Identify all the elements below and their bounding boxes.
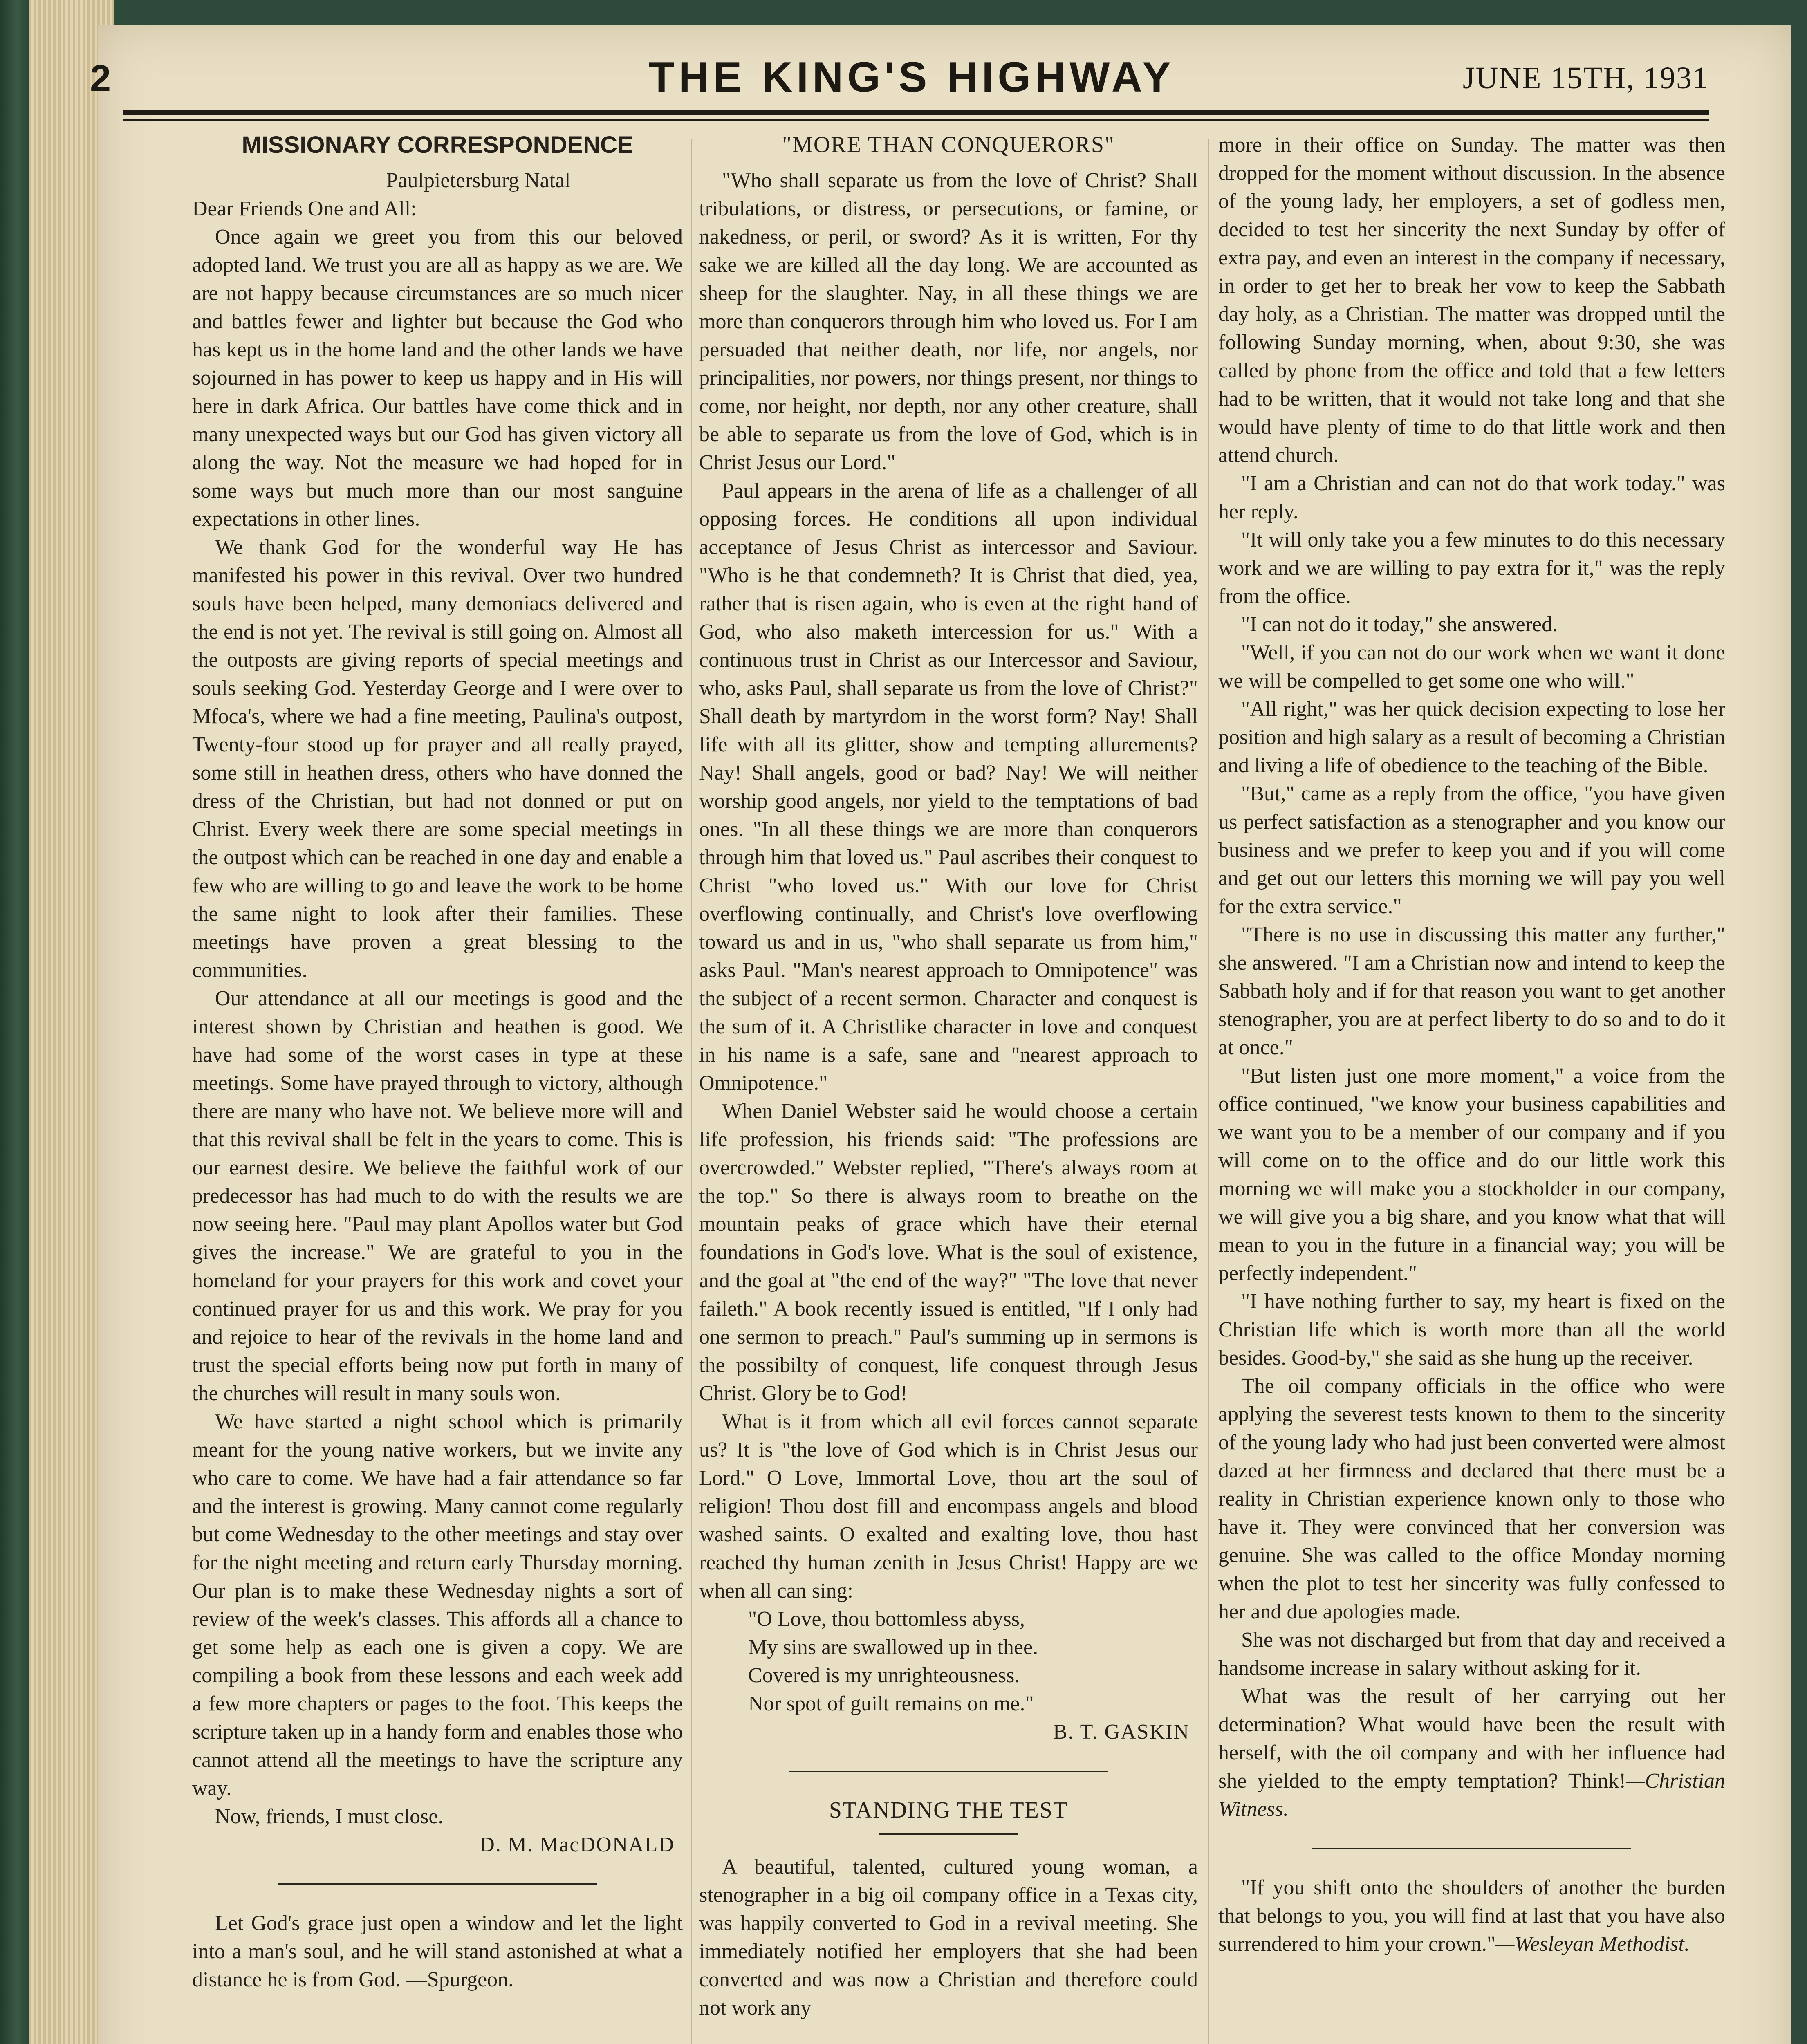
missionary-location: Paulpietersburg Natal — [386, 169, 571, 192]
standing-paragraph: "I am a Christian and can not do that work today." was her reply. — [1218, 472, 1725, 523]
title-rule — [879, 1833, 1018, 1835]
column-divider — [1208, 139, 1209, 2044]
standing-paragraph: more in their office on Sunday. The matter was then dropped for the moment without discussion. In the absence of the young lady, her employers, a set of godless men, decided to test her sincerity the next Sunday by offer of extra pay, and even an interest in the company if necessary, in order to get her to break her vow to keep the Sabbath day holy, as a Christian. The matter was dropped until the following Sunday morning, when, about 9:30, she was called by phone from the office and told that a few letters had to be written, that it would not take long and that she would have plenty of time to do that little work and then attend church. — [1218, 133, 1725, 467]
conquerors-paragraph: "Who shall separate us from the love of Christ? Shall tribulations, or distress, or persecutions, or famine, or nakedness, or peril, or sword? As it is written, For thy sake we are killed all the day long. We are accounted as sheep for the slaughter. Nay, in all these things we are more than conquerors through him who loved us. For I am persuaded that neither death, nor life, nor angels, nor principalities, nor powers, nor things present, nor things to come, nor height, nor depth, nor any other creature, shall be able to separate us from the love of God, which is in Christ Jesus our Lord." — [699, 169, 1198, 474]
standing-closing-text: What was the result of her carrying out her determination? What would have been the result with herself, with the oil company and with her influence had she yielded to the empty temptation? Think! — [1218, 1685, 1725, 1793]
conquerors-title: "MORE THAN CONQUERORS" — [782, 132, 1115, 157]
wesleyan-quote-source: —Wesleyan Methodist. — [1495, 1932, 1690, 1956]
section-rule — [789, 1771, 1108, 1772]
journal-title: THE KING'S HIGHWAY — [648, 54, 1175, 101]
standing-paragraph: "All right," was her quick decision expecting to lose her position and high salary as a result of becoming a Christian and living a life of obedience to the teaching of the Bible. — [1218, 697, 1725, 777]
section-rule — [278, 1883, 597, 1885]
standing-paragraph: "Well, if you can not do our work when we want it done we will be compelled to get some one who will." — [1218, 641, 1725, 693]
missionary-paragraph: Once again we greet you from this our beloved adopted land. We trust you are all as happy as we are. We are not happy because circumstances are so much nicer and battles fewer and lighter but because the God who has kept us in the home land and the other lands we have sojourned in has power to keep us happy and in His will here in dark Africa. Our battles have come thick and in many unexpected ways but our God has given victory all along the way. Not the measure we had hoped for in some ways but much more than our most sanguine expectations in other lines. — [192, 225, 683, 531]
conquerors-paragraph: What is it from which all evil forces cannot separate us? It is "the love of God which is in Christ Jesus our Lord." O Love, Immortal Love, thou art the soul of religion! Thou dost fill and encompass angels and blood washed saints. O exalted and exalting love, thou hast reached thy human zenith in Jesus Christ! Happy are we when all can sing: — [699, 1410, 1198, 1602]
standing-paragraph: "It will only take you a few minutes to do this necessary work and we are willing to pay extra for it," was the reply from the office. — [1218, 528, 1725, 608]
conquerors-paragraph: Paul appears in the arena of life as a challenger of all opposing forces. He conditions all upon individual acceptance of Jesus Christ as intercessor and Saviour. "Who is he that condemneth? It is Christ that died, yea, rather that is risen again, who is even at the right hand of God, who also maketh intercession for us." With a continuous trust in Christ as our Intercessor and Saviour, who, asks Paul, shall separate us from the love of Christ?" Shall death by martyrdom in the worst form? Nay! Shall life with all its glitter, show and tempting allurements? Nay! Shall angels, good or bad? Nay! We will neither worship good angels, nor yield to the temptations of bad ones. "In all these things we are more than conquerors through him that loved us." Paul ascribes their conquest to Christ "who loved us." With our love for Christ overflowing continually, and Christ's love overflowing toward us and in us, "who shall separate us from him," asks Paul. "Man's nearest approach to Omnipotence" was the subject of a recent sermon. Character and conquest is the sum of it. A Christlike character in love and conquest in his name is a safe, sane and "nearest approach to Omnipotence." — [699, 479, 1198, 1095]
standing-title: STANDING THE TEST — [829, 1797, 1068, 1823]
standing-paragraph: "But," came as a reply from the office, "you have given us perfect satisfaction as a stenographer and you know our business and we prefer to keep you and if you will come and get out our letters this morning we will pay you well for the extra service." — [1218, 782, 1725, 918]
column-missionary — [192, 131, 683, 2044]
column-divider — [691, 139, 692, 2044]
standing-paragraph: "But listen just one more moment," a voice from the office continued, "we know your business capabilities and we want you to be a member of our company and if you will come on to the office and do our little work this morning we will make you a stockholder in our company, we will give you a big share, and you know what that will mean to you in the future in a financial way; you will be perfectly independent." — [1218, 1064, 1725, 1285]
poem-line: "O Love, thou bottomless abyss, — [748, 1607, 1025, 1631]
standing-closing-source: —Christian Witness. — [1218, 1769, 1725, 1821]
standing-paragraph: A beautiful, talented, cultured young woman, a stenographer in a big oil company office in a Texas city, was happily converted to God in a revival meeting. She immediately notified her employers that she had been converted and was now a Christian and therefore could not work any — [699, 1855, 1198, 2019]
section-rule — [1312, 1848, 1631, 1849]
conquerors-poem — [699, 1605, 1198, 1718]
page-header — [90, 49, 1709, 110]
book-spine — [0, 0, 29, 2044]
spurgeon-quote: Let God's grace just open a window and let the light into a man's soul, and he will stand astonished at what a distance he is from God. —Spurgeon. — [192, 1912, 683, 1991]
poem-line: Covered is my unrighteousness. — [748, 1664, 1020, 1687]
missionary-paragraph: We have started a night school which is primarily meant for the young native workers, but we invite any who care to come. We have had a fair attendance so far and the interest is growing. Many cannot come regularly but come Wednesday to the other meetings and stay over for the night meeting and return early Thursday morning. Our plan is to make these Wednesday nights a sort of review of the week's classes. This affords all a chance to get some help as each one is given a copy. We are compiling a book from these lessons and each week add a few more chapters or pages to the foot. This keeps the scripture taken up in a handy form and enables those who cannot attend all the meetings to have the scripture any way. — [192, 1410, 683, 1800]
page-number: 2 — [90, 58, 111, 99]
missionary-paragraph: Our attendance at all our meetings is good and the interest shown by Christian and heathen is good. We have had some of the worst cases in type at these meetings. Some have prayed through to victory, although there are many who have not. We believe more will and that this revival shall be felt in the years to come. This is our earnest desire. We believe the faithful work of our predecessor has had much to do with the results we are now seeing here. "Paul may plant Apollos water but God gives the increase." We are grateful to you in the homeland for your prayers for this work and covet your continued prayer for us and this work. We pray for you and rejoice to hear of the revivals in the home land and trust the special efforts being now put forth in many of the churches will result in many souls won. — [192, 987, 683, 1405]
missionary-paragraph: Now, friends, I must close. — [215, 1805, 444, 1828]
standing-paragraph: "I can not do it today," she answered. — [1241, 613, 1558, 636]
standing-paragraph: She was not discharged but from that day and received a handsome increase in salary without asking for it. — [1218, 1628, 1725, 1680]
column-standing — [1218, 131, 1725, 2044]
standing-paragraph: "There is no use in discussing this matter any further," she answered. "I am a Christian now and intend to keep the Sabbath holy and if for that reason you want to get another stenographer, you are at perfect liberty to do so and to do it at once." — [1218, 923, 1725, 1059]
header-rule-thick — [123, 110, 1709, 115]
conquerors-signature: B. T. GASKIN — [1053, 1720, 1190, 1744]
standing-paragraph: The oil company officials in the office who were applying the severest tests known to them to the sincerity of the young lady who had just been converted were almost dazed at her firmness and declared that there must be a reality in Christian experience known only to those who have it. They were convinced that her conversion was genuine. She was called to the office Monday morning when the plot to test her sincerity was fully confessed to her and due apologies made. — [1218, 1374, 1725, 1623]
header-rule-thin — [123, 119, 1709, 121]
missionary-paragraph: We thank God for the wonderful way He has manifested his power in this revival. Over two hundred souls have been helped, many demoniacs delivered and the end is not yet. The revival is still going on. Almost all the outposts are giving reports of special meetings and souls seeking God. Yesterday George and I were over to Mfoca's, where we had a fine meeting, Paulina's outpost, Twenty-four stood up for prayer and all really prayed, some still in heathen dress, others who have donned the dress of the Christian, but had not donned or put on Christ. Every week there are some special meetings in the outpost which can be reached in one day and enable a few who are willing to go and leave the work to be home the same night to look after their families. These meetings have proven a great blessing to the communities. — [192, 536, 683, 982]
standing-paragraph: "I have nothing further to say, my heart is fixed on the Christian life which is worth more than all the world besides. Good-by," she said as she hung up the receiver. — [1218, 1290, 1725, 1369]
conquerors-paragraph: When Daniel Webster said he would choose a certain life profession, his friends said: "The professions are overcrowded." Webster replied, "There's always room at the top." So there is always room to breathe on the mountain peaks of grace which have their eternal foundations in God's love. What is the soul of existence, and the goal at "the end of the way?" "The love that never faileth." A book recently issued is entitled, "If I only had one sermon to preach." Paul's summing up in sermons is the possibilty of conquest, life conquest through Jesus Christ. Glory be to God! — [699, 1100, 1198, 1405]
standing-closing — [1218, 1682, 1725, 1823]
missionary-title: MISSIONARY CORRESPONDENCE — [242, 132, 633, 158]
wesleyan-quote-text: "If you shift onto the shoulders of another the burden that belongs to you, you will find at last that you have also surrendered to him your crown." — [1218, 1876, 1725, 1956]
missionary-salutation: Dear Friends One and All: — [192, 197, 417, 220]
issue-date: JUNE 15TH, 1931 — [1462, 61, 1709, 95]
wesleyan-quote — [1218, 1874, 1725, 1958]
column-conquerors — [699, 131, 1198, 2044]
poem-line: My sins are swallowed up in thee. — [748, 1636, 1038, 1659]
poem-line: Nor spot of guilt remains on me." — [748, 1692, 1034, 1715]
missionary-signature: D. M. MacDONALD — [479, 1833, 675, 1856]
